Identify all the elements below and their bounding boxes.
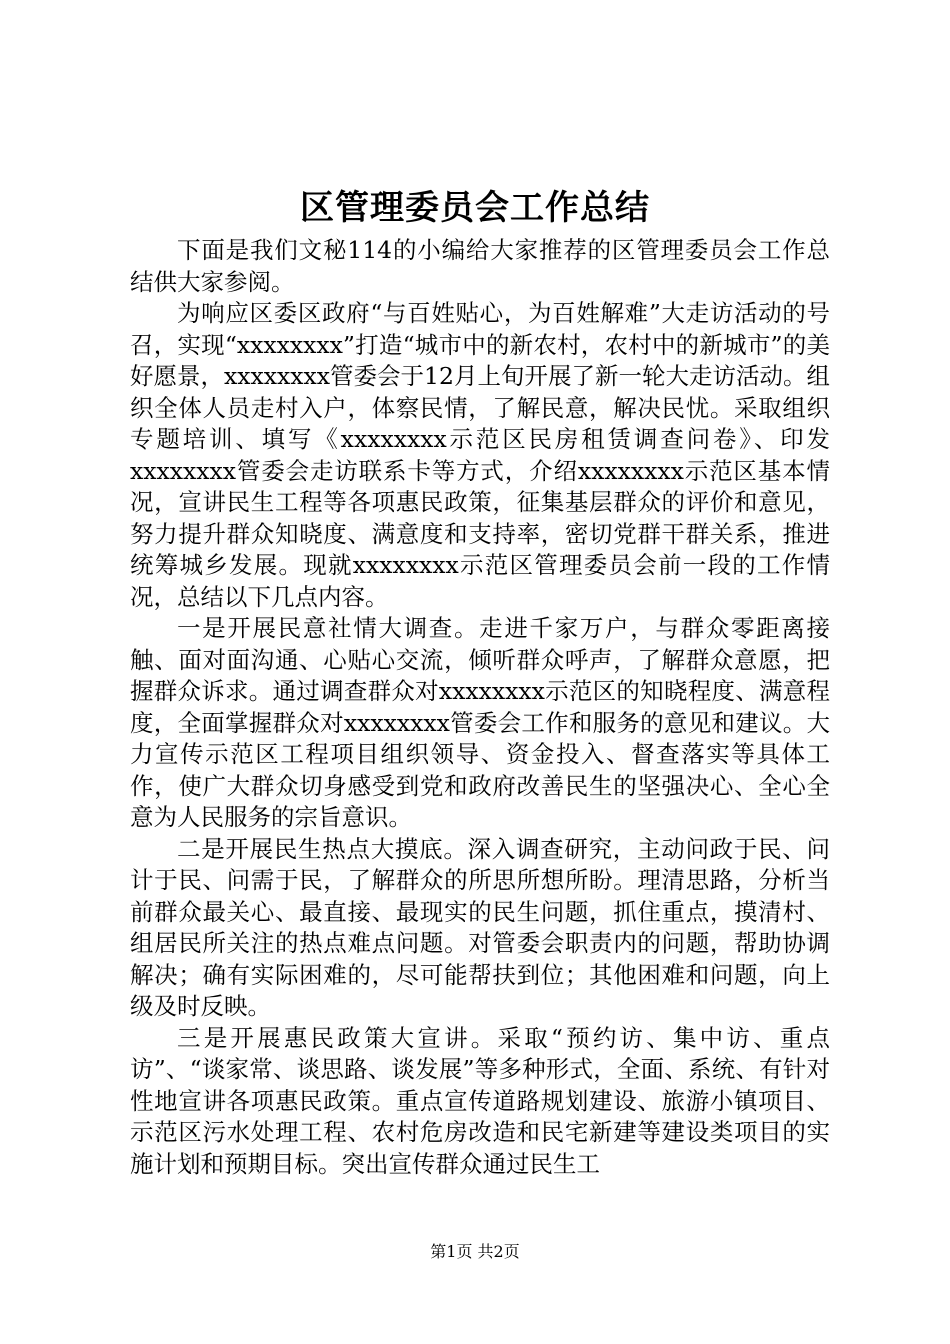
document-title: 区管理委员会工作总结 [300, 188, 650, 228]
page-number-footer: 第1页 共2页 [430, 1242, 520, 1261]
paragraph-overview: 为响应区委区政府“与百姓贴心，为百姓解难”大走访活动的号召，实现“xxxxxxxx”打造“城市中的新农村，农村中的新城市”的美好愿景，xxxxxxxx管委会于12月上旬开展了新一轮大走访活动。组织全体人员走村入户，体察民情，了解民意，解决民忧。采取组织专题培训、填写《xxxxxxxx示范区民房租赁调查问卷》、印发xxxxxxxx管委会走访联系卡等方式，介绍xxxxxxxx示范区基本情况，宣讲民生工程等各项惠民政策，征集基层群众的评价和意见，努力提升群众知晓度、满意度和支持率，密切党群干群关系，推进统筹城乡发展。现就xxxxxxxx示范区管理委员会前一段的工作情况，总结以下几点内容。 [130, 299, 830, 611]
document-body [130, 235, 830, 1180]
paragraph-point-one: 一是开展民意社情大调查。走进千家万户，与群众零距离接触、面对面沟通、心贴心交流，倾听群众呼声，了解群众意愿，把握群众诉求。通过调查群众对xxxxxxxx示范区的知晓程度、满意程度，全面掌握群众对xxxxxxxx管委会工作和服务的意见和建议。大力宣传示范区工程项目组织领导、资金投入、督查落实等具体工作，使广大群众切身感受到党和政府改善民生的坚强决心、全心全意为人民服务的宗旨意识。 [130, 614, 830, 831]
paragraph-point-two: 二是开展民生热点大摸底。深入调查研究，主动问政于民、问计于民、问需于民，了解群众的所思所想所盼。理清思路，分析当前群众最关心、最直接、最现实的民生问题，抓住重点，摸清村、组居民所关注的热点难点问题。对管委会职责内的问题，帮助协调解决；确有实际困难的，尽可能帮扶到位；其他困难和问题，向上级及时反映。 [130, 834, 830, 1020]
paragraph-intro: 下面是我们文秘114的小编给大家推荐的区管理委员会工作总结供大家参阅。 [130, 236, 830, 296]
paragraph-point-three: 三是开展惠民政策大宣讲。采取“预约访、集中访、重点访”、“谈家常、谈思路、谈发展”等多种形式，全面、系统、有针对性地宣讲各项惠民政策。重点宣传道路规划建设、旅游小镇项目、示范区污水处理工程、农村危房改造和民宅新建等建设类项目的实施计划和预期目标。突出宣传群众通过民生工 [130, 1023, 830, 1178]
